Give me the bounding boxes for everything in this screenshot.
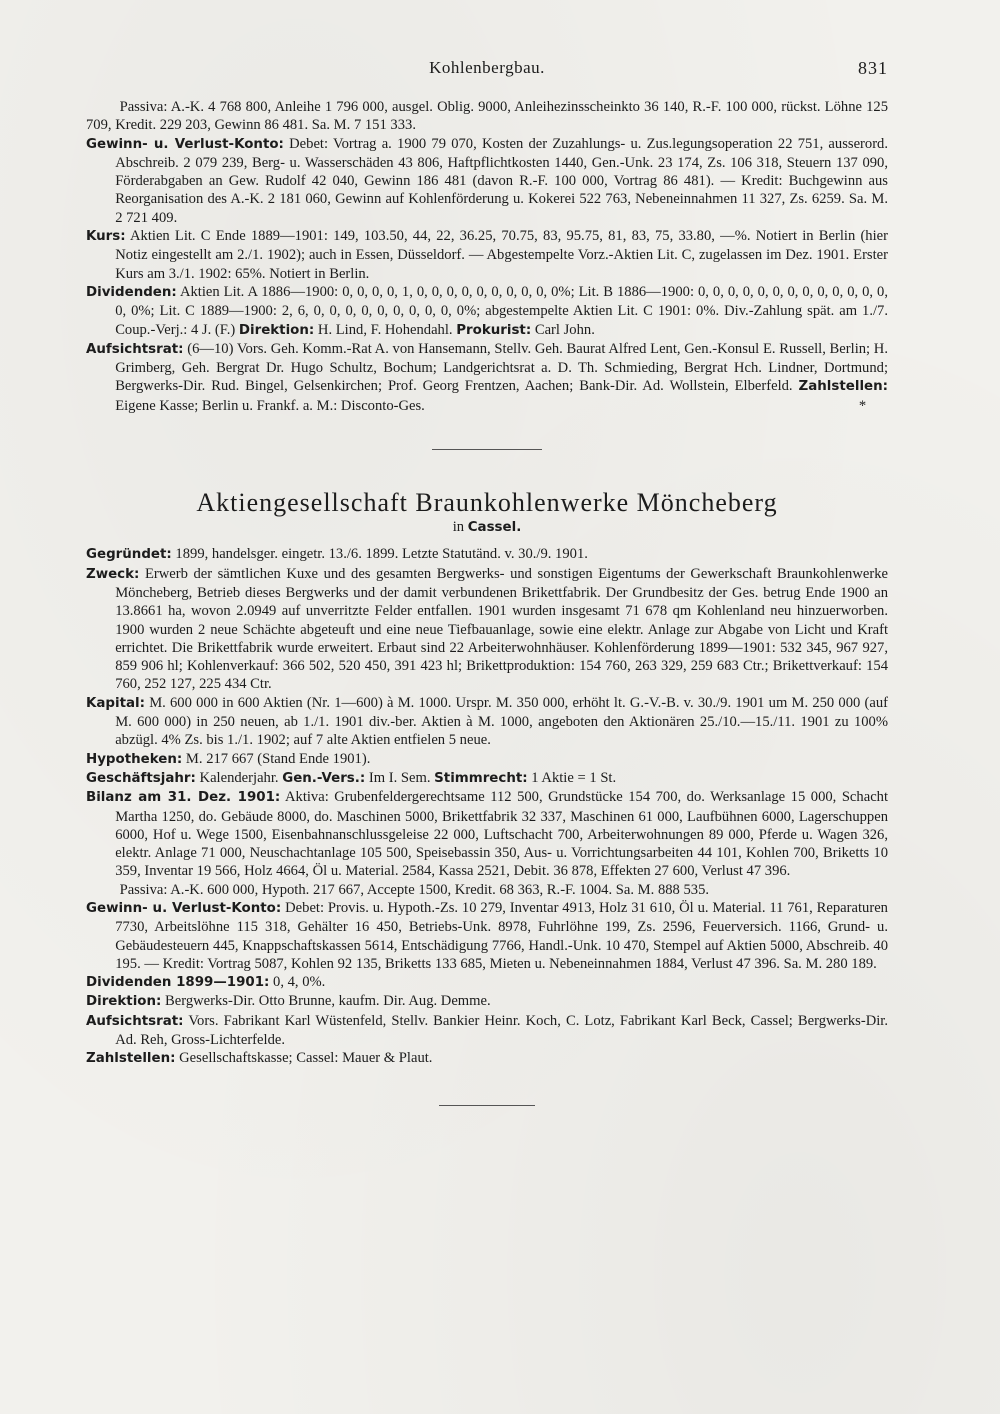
company-city: Cassel. (467, 520, 522, 536)
prev-div-text: Aktien Lit. A 1886—1900: 0, 0, 0, 0, 1, 0, 0, 0, 0, 0, 0, 0, 0, 0, 0%; Lit. B 1886—1900: 0, 0, 0, 0, 0, 0, 0, 0, 0, 0, 0, 0, 0, 0, 0%; Lit. C 1889—1900: 2, 6, 0, 0, 0, 0, 0, 0, 0, 0, 0, 0%; abgestempelte Aktien Lit. C 1901: 0%. Div.-Zahlung spät. am 1./7. Coup.-Verj.: 4 J. (F.) (115, 283, 888, 338)
page-body (86, 98, 888, 1106)
auf-text: Vors. Fabrikant Karl Wüstenfeld, Stellv. Bankier Heinr. Koch, C. Lotz, Fabrikant Karl Beck, Cassel; Bergwerks-Dir. Ad. Reh, Gross-Lichterfelde. (115, 1012, 888, 1049)
prev-auf-label: Aufsichtsrat: (86, 341, 184, 357)
kap-text: M. 600 000 in 600 Aktien (Nr. 1—600) à M. 1000. Urspr. M. 350 000, erhöht lt. G.-V.-B. v. 30./9. 1901 um M. 250 000 (auf M. 600 000) in 250 neuen, ab 1./1. 1901 div.-ber. Aktien à M. 1000, angeboten den Aktionären 25./10.—15./11. 1901 zu 100% abzügl. 4% Zs. bis 1./1. 1902; auf 7 alte Aktien entfielen 5 neue. (115, 694, 888, 749)
genvers-label: Gen.-Vers.: (282, 770, 366, 786)
hyp-label: Hypotheken: (86, 751, 183, 767)
stimmrecht-label: Stimmrecht: (434, 770, 528, 786)
section-divider (432, 449, 542, 450)
kap-label: Kapital: (86, 695, 145, 711)
gj-label: Geschäftsjahr: (86, 770, 196, 786)
prev-dir-label: Direktion: (238, 322, 315, 338)
zahl-text: Gesellschaftskasse; Cassel: Mauer & Plaut. (179, 1050, 433, 1067)
prev-zahl-label: Zahlstellen: (798, 379, 889, 395)
prev-kurs-text: Aktien Lit. C Ende 1889—1901: 149, 103.50, 44, 22, 36.25, 70.75, 83, 95.75, 81, 83, 75, 33.80, —%. Notiert in Berlin (hier Notiz eingestellt am 2./1. 1902); auch in Essen, Düsseldorf. — Abgestempelte Vorz.-Aktien Lit. C, zugelassen im Dez. 1901. Erster Kurs am 3./1. 1902: 65%. Notiert in Berlin. (115, 228, 889, 282)
prev-aufsichtsrat: Aufsichtsrat: (6—10) Vors. Geh. Komm.-Rat A. von Hansemann, Stellv. Geh. Baurat Alfred Lent, Gen.-Konsul E. Russell, Berlin; H. Grimberg, Geh. Bergrat Dr. Hugo Schultz, Bochum; Landgerichtsrat a. D. Th. Schmieding, Bergrat Hch. Lindner, Dortmund; Bergwerks-Dir. Rud. Bingel, Gelsenkirchen; Prof. Georg Frentzen, Aachen; Bank-Dir. Ad. Wollstein, Elberfeld. Zahlstellen: Eigene Kasse; Berlin u. Frankf. a. M.: Disconto-Ges. * (86, 340, 889, 414)
company-location (86, 518, 888, 537)
prev-gv-label: Gewinn- u. Verlust-Konto: (86, 136, 284, 152)
prev-passiva: Passiva: A.-K. 4 768 800, Anleihe 1 796 000, ausgel. Oblig. 9000, Anleihezinsscheinkto 36 140, R.-F. 100 000, rückst. Löhne 125 709, Kredit. 229 203, Gewinn 86 481. Sa. M. 7 151 333. (86, 99, 888, 134)
zahlstellen (86, 1049, 888, 1068)
running-title: Kohlenbergbau. (429, 58, 545, 77)
gewinn-verlust (86, 899, 888, 973)
prev-gv-text: Debet: Vortrag a. 1900 79 070, Kosten der Zuzahlungs- u. Zus.legungsoperation 22 751, ausserord. Abschreib. 2 079 239, Berg- u. Wasserschäden 43 806, Haftpflichtkosten 1440, Gen.-Unk. 23 174, Zs. 106 318, Steuern 137 090, Förderabgaben an Gew. Rudolf 42 040, Gewinn 186 481 (davon R.-F. 100 000, Vortrag 86 481). — Kredit: Buchgewinn aus Reorganisation des A.-K. 2 181 060, Gewinn auf Kohlenförderung u. Kokerei 522 763, Nebeneinnahmen 11 327, Zs. 6259. Sa. M. 2 721 409. (115, 135, 889, 226)
guv-label: Gewinn- u. Verlust-Konto: (86, 900, 282, 916)
page-number: 831 (858, 58, 888, 78)
bil-label: Bilanz am 31. Dez. 1901: (86, 790, 281, 806)
zahl-label: Zahlstellen: (86, 1051, 176, 1067)
prev-div-label: Dividenden: (86, 284, 177, 300)
genvers-text: Im I. Sem. (368, 769, 431, 786)
prev-zahl-text: Eigene Kasse; Berlin u. Frankf. a. M.: Disconto-Ges. (115, 397, 425, 414)
zweck-label: Zweck: (86, 566, 140, 582)
dir-label: Direktion: (86, 994, 162, 1010)
passiva: Passiva: A.-K. 600 000, Hypoth. 217 667, Accepte 1500, Kredit. 68 363, R.-F. 1004. Sa. M. 888 535. (119, 881, 710, 898)
bilanz (86, 788, 888, 880)
gegruendet (86, 545, 888, 564)
prev-dir-text: H. Lind, F. Hohendahl. (317, 321, 453, 338)
prev-kurs-label: Kurs: (86, 229, 126, 245)
guv-text: Debet: Provis. u. Hypoth.-Zs. 10 279, Inventar 4913, Holz 31 610, Öl u. Material. 11 761, Reparaturen 7730, Arbeitslöhne 115 318, Gehälter 16 450, Betriebs-Unk. 8978, Fuhrlöhne 199, Zs. 2596, Feuerversich. 1166, Grund- u. Gebäudesteuern 445, Knappschaftskassen 5614, Entschädigung 7766, Handl.-Unk. 10 470, Stempel auf Aktien 5000, Abschreib. 40 195. — Kredit: Vortrag 5087, Kohlen 92 135, Briketts 133 685, Mieten u. Nebeneinnahmen 1884, Verlust 47 396. Sa. M. 280 189. (115, 899, 888, 972)
direktion (86, 992, 888, 1011)
prev-gewinn-verlust (86, 135, 888, 227)
hyp-text: M. 217 667 (Stand Ende 1901). (185, 750, 371, 767)
stimmrecht-text: 1 Aktie = 1 St. (531, 769, 617, 786)
div-text: 0, 4, 0%. (273, 974, 326, 991)
page-header (86, 58, 888, 86)
gj-text: Kalenderjahr. (199, 769, 279, 786)
zweck (86, 565, 888, 694)
auf-label: Aufsichtsrat: (86, 1013, 184, 1029)
bottom-divider (439, 1105, 535, 1106)
prev-prok-label: Prokurist: (456, 322, 532, 338)
geschaeftsjahr (86, 769, 888, 788)
dividenden (86, 973, 888, 992)
company-name: Aktiengesellschaft Braunkohlenwerke Möncheberg (196, 488, 778, 518)
prev-kurs (86, 227, 888, 283)
company-in: in (452, 519, 465, 536)
kapital (86, 694, 888, 750)
zweck-text: Erwerb der sämtlichen Kuxe und des gesamten Bergwerks- und sonstigen Eigentums der Gewerkschaft Braunkohlenwerke Möncheberg, Betrieb dieses Bergwerks und der damit verbundenen Brikettfabrik. Der Grundbesitz der Ges. betrug Ende 1900 an 13.8661 ha, wovon 2.0949 auf unverritzte Felder entfallen. 1901 wurden insgesamt 71 678 qm Kohlenland neu hinzuerworben. 1900 wurden 2 neue Schächte abgeteuft und eine neue Tiefbauanlage, sowie eine elektr. Anlage zur Abgabe von Licht und Kraft errichtet. Die Brikettfabrik wurde erweitert. Erbaut sind 22 Arbeiterwohnhäuser. Kohlenförderung 1899—1901: 532 345, 967 927, 859 906 hl; Kohlenverkauf: 366 502, 520 450, 391 423 hl; Brikettproduktion: 154 760, 263 329, 259 683 Ctr.; Brikettverkauf: 154 760, 252 127, 225 434 Ctr. (115, 565, 888, 693)
dir-text: Bergwerks-Dir. Otto Brunne, kaufm. Dir. Aug. Demme. (165, 993, 491, 1010)
prev-dividenden (86, 283, 888, 340)
aufsichtsrat (86, 1012, 888, 1050)
div-label: Dividenden 1899—1901: (86, 975, 270, 991)
gegr-label: Gegründet: (86, 547, 172, 563)
prev-prok-text: Carl John. (534, 321, 595, 338)
gegr-text: 1899, handelsger. eingetr. 13./6. 1899. Letzte Statutänd. v. 30./9. 1901. (175, 546, 588, 563)
bil-text: Aktiva: Grubenfeldergerechtsame 112 500, Grundstücke 154 700, do. Werksanlage 15 000, Schacht Martha 1250, do. Gebäude 8000, do. Maschinen 5000, Brikettfabrik 32 337, Maschinen 61 000, Laufbühnen 6000, Lagerschuppen 6000, Hof u. Wege 1500, Eisenbahnanschlussgeleise 22 000, Luftschacht 700, Arbeiterwohnungen 89 000, Pferde u. Wagen 326, elektr. Anlage 71 000, Neuschachtanlage 105 500, Speisebassin 350, Aus- u. Vorrichtungsarbeiten 44 101, Kohlen 700, Briketts 10 359, Inventar 19 566, Holz 4664, Öl u. Material. 2584, Kassa 2521, Debit. 36 878, Effekten 27 600, Verlust 47 396. (115, 789, 889, 880)
hypotheken (86, 750, 888, 769)
prev-auf-text: (6—10) Vors. Geh. Komm.-Rat A. von Hansemann, Stellv. Geh. Baurat Alfred Lent, Gen.-Konsul E. Russell, Berlin; H. Grimberg, Geh. Bergrat Dr. Hugo Schultz, Bochum; Landgerichtsrat a. D. Th. Schmieding, Bergrat Hch. Lindner, Dortmund; Bergwerks-Dir. Rud. Bingel, Gelsenkirchen; Prof. Georg Frentzen, Aachen; Bank-Dir. Ad. Wollstein, Elberfeld. (115, 340, 888, 395)
